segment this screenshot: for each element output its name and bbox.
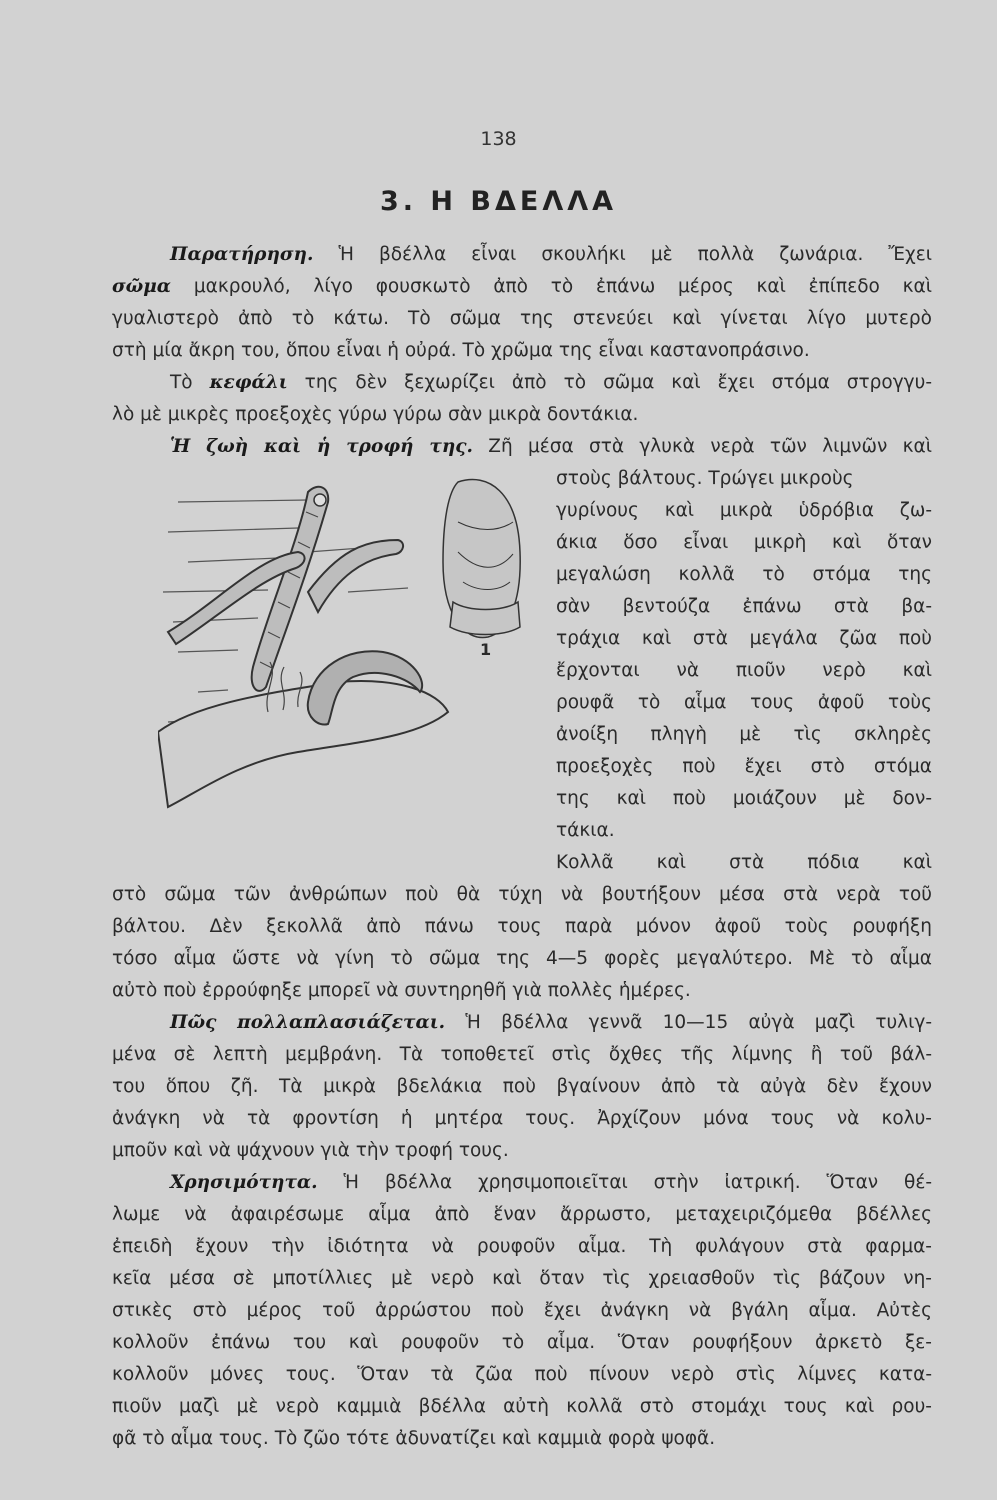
line-text: Ἡ βδέλλα εἶναι σκουλήκι μὲ πολλὰ ζωνάρια. Ἔχει [313,244,932,265]
section-heading: Παρατήρηση. [170,244,314,265]
section-heading: Πῶς πολλαπλασιάζεται. [170,1012,446,1033]
text-line [112,275,932,299]
text-line [112,307,932,331]
text-line [556,819,932,843]
text-line [112,915,932,939]
figure-label: 1 [480,640,492,659]
line-text: μποῦν καὶ νὰ ψάχνουν γιὰ τὴν τροφή τους. [112,1140,509,1161]
line-prefix: Τὸ [170,372,210,393]
text-line [112,1427,932,1451]
page-number: 138 [480,128,517,150]
section-heading: σῶμα [112,276,172,297]
text-line [112,1203,932,1227]
line-text: προεξοχὲς ποὺ ἔχει στὸ στόμα [556,756,932,777]
line-text: ἔρχονται νὰ πιοῦν νερὸ καὶ [556,660,932,681]
text-line [112,1139,932,1163]
text-line [112,1363,932,1387]
chapter-title: 3. Η ΒΔΕΛΛΑ [379,186,618,217]
line-text: στικὲς στὸ μέρος τοῦ ἀρρώστου ποὺ ἔχει ἀνάγκη νὰ βγάλη αἷμα. Αὐτὲς [112,1300,932,1321]
line-text: ἐπειδὴ ἔχουν τὴν ἰδιότητα νὰ ρουφοῦν αἷμα. Τὴ φυλάγουν στὰ φαρμα- [112,1236,932,1257]
line-text: Κολλᾶ καὶ στὰ πόδια καὶ [556,852,932,873]
text-line [112,1331,932,1355]
text-line [170,243,932,267]
line-text: μακρουλό, λίγο φουσκωτὸ ἀπὸ τὸ ἐπάνω μέρος καὶ ἐπίπεδο καὶ [171,276,932,297]
text-line [112,1395,932,1419]
line-text: Ἡ βδέλλα χρησιμοποιεῖται στὴν ἰατρική. Ὅταν θέ- [317,1172,932,1193]
line-text: τράχια καὶ στὰ μεγάλα ζῶα ποὺ [556,628,932,649]
line-text: στοὺς βάλτους. Τρώγει μικροὺς [556,468,854,489]
text-line [556,531,932,555]
text-line [556,563,932,587]
line-text: στὸ σῶμα τῶν ἀνθρώπων ποὺ θὰ τύχη νὰ βουτήξουν μέσα στὰ νερὰ τοῦ [112,884,932,905]
text-line [112,403,932,427]
line-text: ρουφᾶ τὸ αἷμα τους ἀφοῦ τοὺς [556,692,932,713]
line-text: τόσο αἷμα ὥστε νὰ γίνη τὸ σῶμα της 4—5 φορὲς μεγαλύτερο. Μὲ τὸ αἷμα [112,948,932,969]
line-text: σὰν βεντούζα ἐπάνω στὰ βα- [556,596,932,617]
text-line [556,659,932,683]
section-heading: Ἡ ζωὴ καὶ ἡ τροφή της. [170,436,473,457]
line-text: στὴ μία ἄκρη του, ὅπου εἶναι ἡ οὐρά. Τὸ χρῶμα της εἶναι καστανοπράσινο. [112,340,810,361]
line-text: μένα σὲ λεπτὴ μεμβράνη. Τὰ τοποθετεῖ στὶς ὄχθες τῆς λίμνης ἢ τοῦ βάλ- [112,1044,932,1065]
section-heading: κεφάλι [209,372,288,393]
text-line [556,691,932,715]
line-text: λὸ μὲ μικρὲς προεξοχὲς γύρω γύρω σὰν μικρὰ δοντάκια. [112,404,639,425]
line-text: της δὲν ξεχωρίζει ἀπὸ τὸ σῶμα καὶ ἔχει στόμα στρογγυ- [287,372,932,393]
text-line [112,1107,932,1131]
line-text: της καὶ ποὺ μοιάζουν μὲ δον- [556,788,932,809]
line-text: λωμε νὰ ἀφαιρέσωμε αἷμα ἀπὸ ἕναν ἄρρωστο, μεταχειριζόμεθα βδέλλες [112,1204,932,1225]
text-line [556,787,932,811]
text-line [556,851,932,875]
line-text: Ζῆ μέσα στὰ γλυκὰ νερὰ τῶν λιμνῶν καὶ [472,436,933,457]
text-line [112,947,932,971]
line-text: τάκια. [556,820,615,841]
text-line [170,1011,932,1035]
text-line [112,1267,932,1291]
line-text: ἀνοίξη πληγὴ μὲ τὶς σκληρὲς [556,724,932,745]
text-line [112,979,932,1003]
text-line [556,499,932,523]
line-text: του ὅπου ζῆ. Τὰ μικρὰ βδελάκια ποὺ βγαίνουν ἀπὸ τὰ αὐγὰ δὲν ἔχουν [112,1076,932,1097]
line-text: ἀνάγκη νὰ τὰ φροντίση ἡ μητέρα τους. Ἀρχίζουν μόνα τους νὰ κολυ- [112,1108,932,1129]
text-line [170,435,932,459]
line-text: άκια ὅσο εἶναι μικρὴ καὶ ὅταν [556,532,932,553]
line-text: μεγαλώση κολλᾶ τὸ στόμα της [556,564,932,585]
text-line [170,371,932,395]
text-line [556,627,932,651]
line-text: κεῖα μέσα σὲ μποτίλλιες μὲ νερὸ καὶ ὅταν τὶς χρειασθοῦν τὶς βάζουν νη- [112,1268,932,1289]
text-line [112,883,932,907]
text-line [112,1235,932,1259]
text-line [112,1075,932,1099]
line-text: γυαλιστερὸ ἀπὸ τὸ κάτω. Τὸ σῶμα της στενεύει καὶ γίνεται λίγο μυτερὸ [112,308,932,329]
line-text: Ἡ βδέλλα γεννᾶ 10—15 αὐγὰ μαζὶ τυλιγ- [445,1012,933,1033]
text-line [112,1299,932,1323]
line-text: αὐτὸ ποὺ ἐρρούφηξε μπορεῖ νὰ συντηρηθῆ γιὰ πολλὲς ἡμέρες. [112,980,691,1001]
text-line [556,467,932,491]
line-text: κολλοῦν μόνες τους. Ὅταν τὰ ζῶα ποὺ πίνουν νερὸ στὶς λίμνες κατα- [112,1364,932,1385]
text-line [556,755,932,779]
section-heading: Χρησιμότητα. [170,1172,318,1193]
line-text: βάλτου. Δὲν ξεκολλᾶ ἀπὸ πάνω τους παρὰ μόνον ἀφοῦ τοὺς ρουφήξη [112,916,932,937]
line-text: πιοῦν μαζὶ μὲ νερὸ καμμιὰ βδέλλα αὐτὴ κολλᾶ στὸ στομάχι τους καὶ ρου- [112,1396,932,1417]
text-line [112,1043,932,1067]
text-line [556,595,932,619]
line-text: κολλοῦν ἐπάνω του καὶ ρουφοῦν τὸ αἷμα. Ὅταν ρουφήξουν ἀρκετὸ ξε- [112,1332,932,1353]
text-line [556,723,932,747]
text-line [112,339,932,363]
line-text: φᾶ τὸ αἷμα τους. Τὸ ζῶο τότε ἀδυνατίζει καὶ καμμιὰ φορὰ ψοφᾶ. [112,1428,716,1449]
text-line [170,1171,932,1195]
line-text: γυρίνους καὶ μικρὰ ὑδρόβια ζω- [556,500,932,521]
